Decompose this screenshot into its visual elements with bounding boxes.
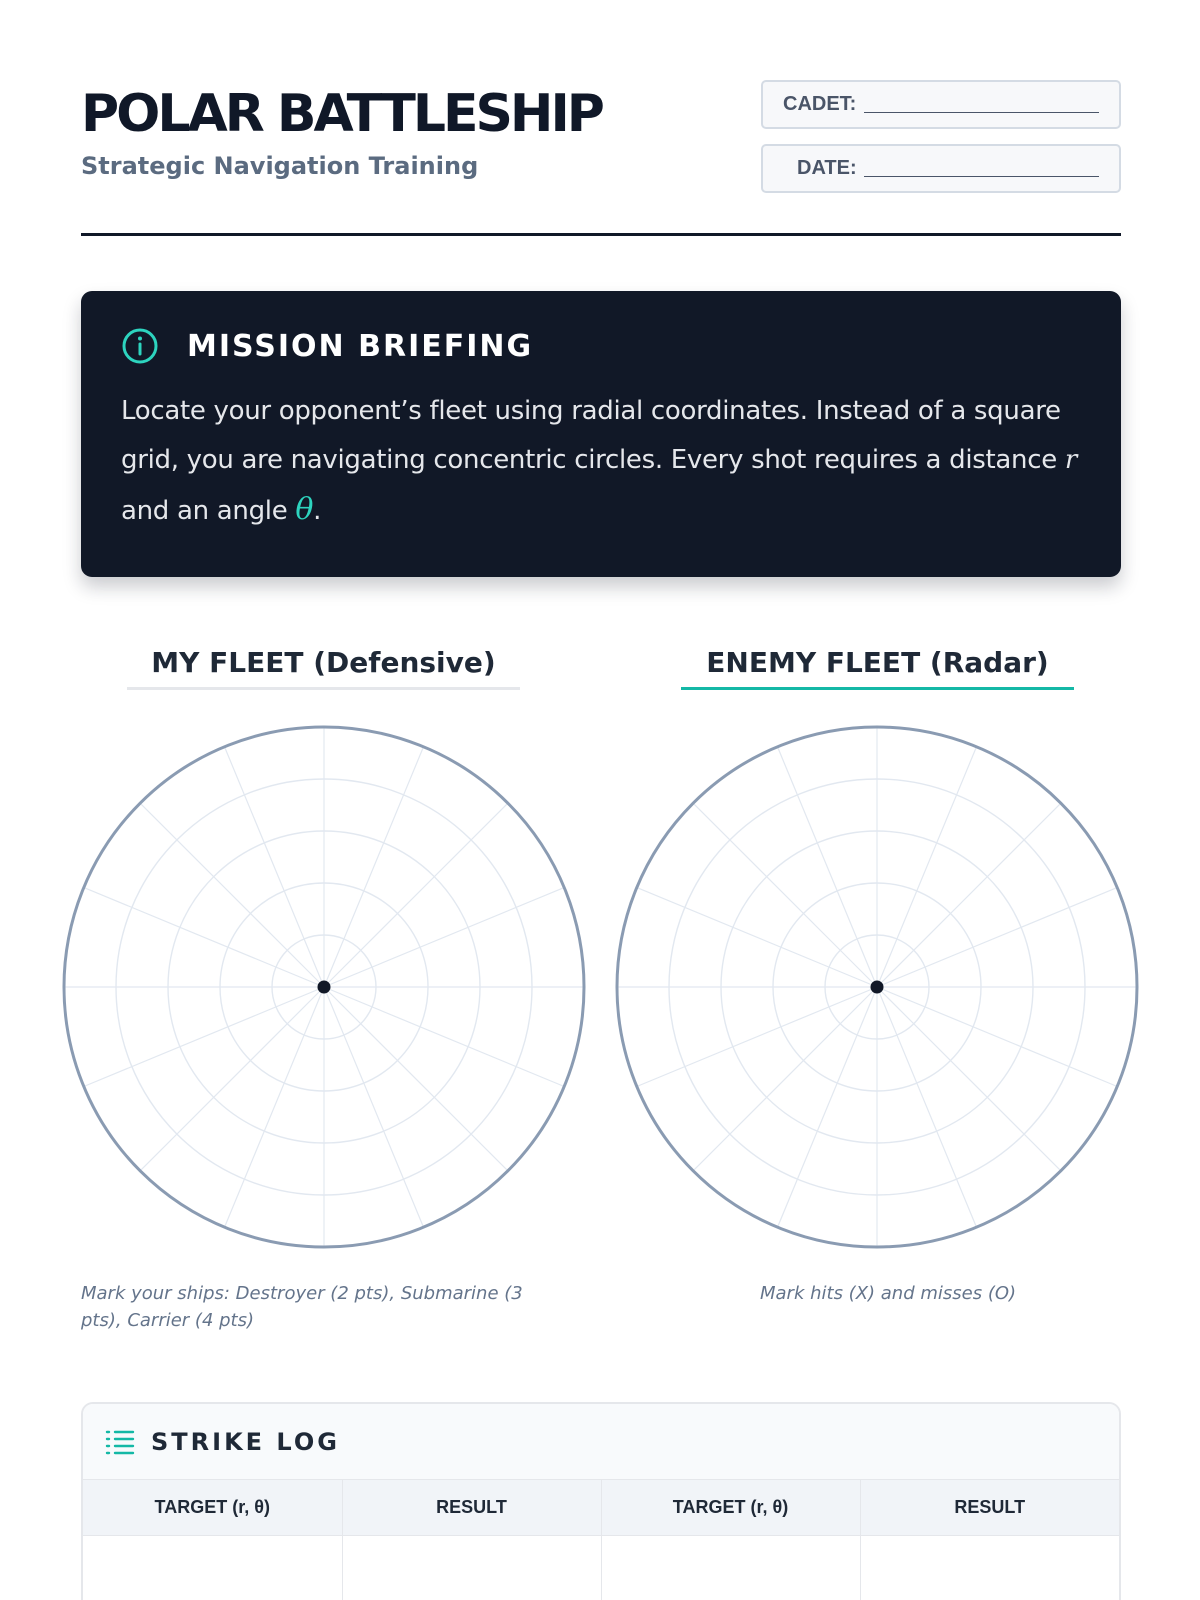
- info-circle-icon: [121, 327, 159, 365]
- page-header: [81, 84, 602, 180]
- mission-briefing-panel: [81, 291, 1121, 577]
- briefing-text: [121, 387, 1081, 536]
- angle-spoke: [324, 888, 564, 987]
- briefing-title: MISSION BRIEFING: [187, 328, 534, 364]
- angle-spoke: [324, 987, 564, 1086]
- date-field[interactable]: [761, 144, 1121, 193]
- angle-spoke: [324, 803, 508, 987]
- variable-theta: θ: [295, 492, 314, 527]
- table-cell[interactable]: [601, 1535, 860, 1600]
- angle-spoke: [877, 888, 1117, 987]
- table-row: [83, 1535, 1119, 1600]
- angle-spoke: [324, 987, 508, 1171]
- origin-dot: [318, 981, 331, 994]
- angle-spoke: [84, 987, 324, 1086]
- angle-spoke: [877, 987, 1061, 1171]
- cadet-field[interactable]: [761, 80, 1121, 129]
- angle-spoke: [693, 803, 877, 987]
- column-header-target: TARGET (r, θ): [83, 1480, 342, 1535]
- angle-spoke: [778, 987, 877, 1227]
- strike-log-table: [83, 1480, 1119, 1600]
- my-fleet-title: MY FLEET (Defensive): [127, 646, 520, 690]
- briefing-text-part: Locate your opponent’s fleet using radial coordinates. Instead of a square grid, you are navigating concentric circles. Every shot requires a distance: [121, 396, 1065, 475]
- angle-spoke: [324, 987, 423, 1227]
- strike-log-title: STRIKE LOG: [151, 1427, 340, 1456]
- angle-spoke: [877, 987, 1117, 1086]
- column-header-result: RESULT: [342, 1480, 601, 1535]
- page-title: POLAR BATTLESHIP: [81, 84, 602, 144]
- angle-spoke: [324, 747, 423, 987]
- my-fleet-polar-grid[interactable]: [57, 720, 591, 1254]
- angle-spoke: [140, 803, 324, 987]
- origin-dot: [871, 981, 884, 994]
- briefing-text-part: .: [313, 496, 322, 526]
- angle-spoke: [637, 987, 877, 1086]
- column-header-result: RESULT: [860, 1480, 1119, 1535]
- enemy-fleet-title: ENEMY FLEET (Radar): [681, 646, 1074, 690]
- angle-spoke: [778, 747, 877, 987]
- table-cell[interactable]: [83, 1535, 342, 1600]
- angle-spoke: [877, 987, 976, 1227]
- strike-log-panel: [81, 1402, 1121, 1600]
- enemy-fleet-caption: Mark hits (X) and misses (O): [760, 1283, 1017, 1304]
- angle-spoke: [225, 747, 324, 987]
- angle-spoke: [637, 888, 877, 987]
- angle-spoke: [225, 987, 324, 1227]
- page-subtitle: Strategic Navigation Training: [81, 152, 479, 180]
- briefing-header: [121, 327, 1081, 365]
- briefing-text-part: and an angle: [121, 496, 296, 526]
- angle-spoke: [877, 747, 976, 987]
- date-write-line[interactable]: [864, 176, 1099, 177]
- variable-r: r: [1064, 445, 1078, 475]
- date-label: DATE:: [797, 157, 857, 179]
- table-cell[interactable]: [342, 1535, 601, 1600]
- angle-spoke: [84, 888, 324, 987]
- cadet-label: CADET:: [783, 93, 857, 115]
- angle-spoke: [693, 987, 877, 1171]
- angle-spoke: [140, 987, 324, 1171]
- enemy-fleet-polar-grid[interactable]: [610, 720, 1144, 1254]
- cadet-write-line[interactable]: [864, 112, 1099, 113]
- table-header-row: [83, 1480, 1119, 1535]
- header-divider: [81, 233, 1121, 236]
- column-header-target: TARGET (r, θ): [601, 1480, 860, 1535]
- angle-spoke: [877, 803, 1061, 987]
- table-cell[interactable]: [860, 1535, 1119, 1600]
- strike-log-header: [83, 1404, 1119, 1480]
- list-icon: [105, 1429, 135, 1455]
- my-fleet-caption: Mark your ships: Destroyer (2 pts), Submarine (3 pts), Carrier (4 pts): [81, 1283, 523, 1331]
